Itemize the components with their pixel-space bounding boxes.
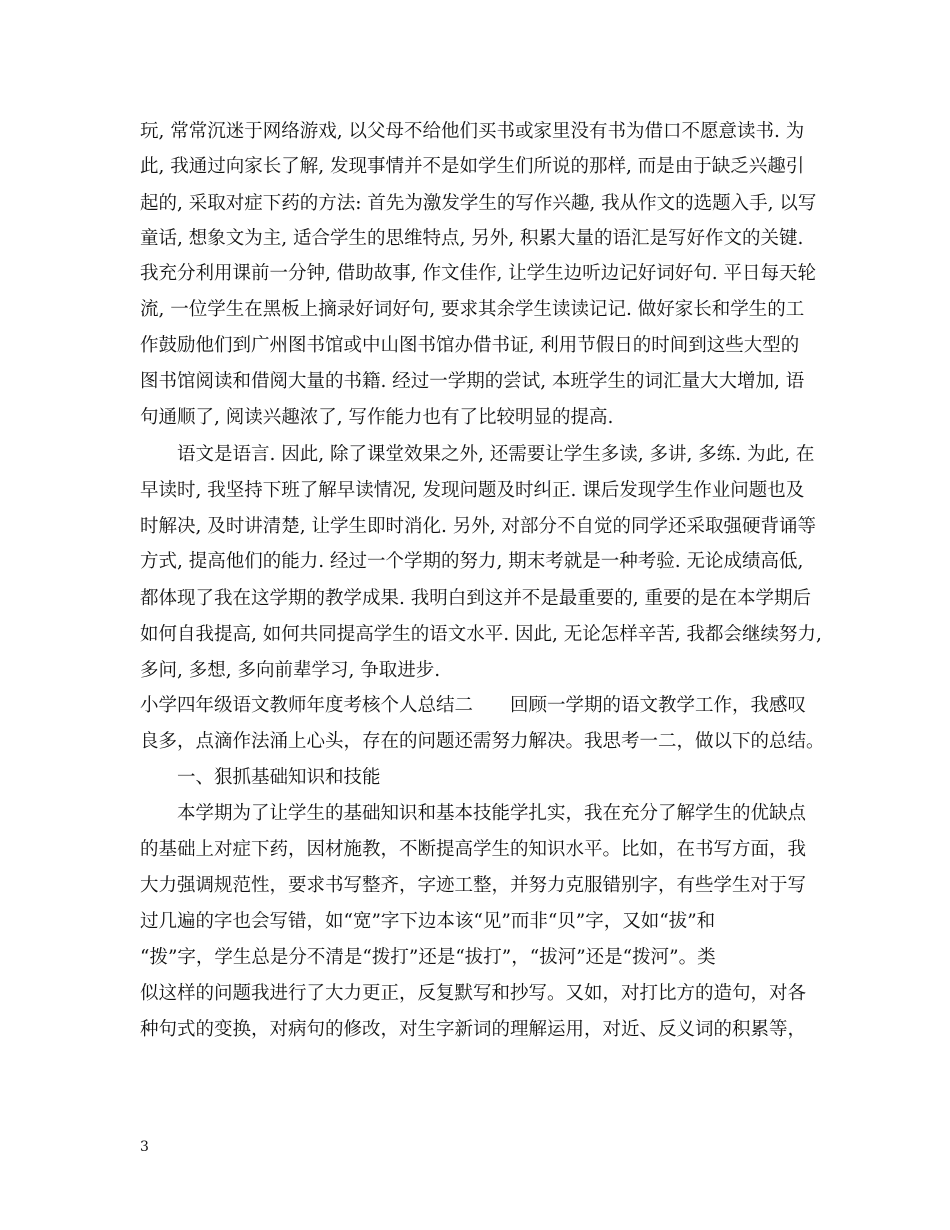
body-text-line: 起的, 采取对症下药的方法: 首先为激发学生的写作兴趣, 我从作文的选题入手, 以写 <box>140 193 817 214</box>
body-text-line: 图书馆阅读和借阅大量的书籍. 经过一学期的尝试, 本班学生的词汇量大大增加, 语 <box>140 371 805 392</box>
body-text-line: 此, 我通过向家长了解, 发现事情并不是如学生们所说的那样, 而是由于缺乏兴趣引 <box>140 156 805 177</box>
body-text-line: 的基础上对症下药，因材施教，不断提高学生的知识水平。比如，在书写方面，我 <box>140 839 807 860</box>
body-text-line: 我充分利用课前一分钟, 借助故事, 作文佳作, 让学生边听边记好词好句. 平日每天轮 <box>140 263 817 284</box>
page-number: 3 <box>140 1139 149 1155</box>
body-text-line: 流, 一位学生在黑板上摘录好词好句, 要求其余学生读读记记. 做好家长和学生的工 <box>140 299 805 320</box>
body-text-line: 似这样的问题我进行了大力更正，反复默写和抄写。又如，对打比方的造句，对各 <box>140 983 807 1004</box>
body-text-line: 种句式的变换，对病句的修改，对生字新词的理解运用，对近、反义词的积累等， <box>140 1019 807 1040</box>
body-text-line: 如何自我提高, 如何共同提高学生的语文水平. 因此, 无论怎样辛苦, 我都会继续努力, <box>140 624 822 645</box>
body-text-line: 句通顺了, 阅读兴趣浓了, 写作能力也有了比较明显的提高. <box>140 407 614 428</box>
body-text-line: 大力强调规范性，要求书写整齐，字迹工整，并努力克服错别字，有些学生对于写 <box>140 875 807 896</box>
body-text-line: 都体现了我在这学期的教学成果. 我明白到这并不是最重要的, 重要的是在本学期后 <box>140 588 812 609</box>
paragraph-first-line: 语文是语言. 因此, 除了课堂效果之外, 还需要让学生多读, 多讲, 多练. 为此, 在 <box>140 444 815 465</box>
section-title-line: 小学四年级语文教师年度考核个人总结二 回顾一学期的语文教学工作，我感叹 <box>140 695 807 716</box>
body-text-line: 时解决, 及时讲清楚, 让学生即时消化. 另外, 对部分不自觉的同学还采取强硬背诵等 <box>140 516 817 537</box>
body-text-line: 良多，点滴作法涌上心头，存在的问题还需努力解决。我思考一二，做以下的总结。 <box>140 731 825 752</box>
body-text-line: “拨”字，学生总是分不清是“拨打”还是“拔打”，“拔河”还是“拨河”。类 <box>140 947 716 968</box>
body-text-line: 作鼓励他们到广州图书馆或中山图书馆办借书证, 利用节假日的时间到这些大型的 <box>140 335 800 356</box>
body-text-line: 多问, 多想, 多向前辈学习, 争取进步. <box>140 660 441 681</box>
paragraph-first-line: 本学期为了让学生的基础知识和基本技能学扎实，我在充分了解学生的优缺点 <box>140 803 807 824</box>
body-text-line: 玩, 常常沉迷于网络游戏, 以父母不给他们买书或家里没有书为借口不愿意读书. 为 <box>140 121 805 142</box>
body-text-line: 方式, 提高他们的能力. 经过一个学期的努力, 期末考就是一种考验. 无论成绩高低, <box>140 551 804 572</box>
body-text-line: 早读时, 我坚持下班了解早读情况, 发现问题及时纠正. 课后发现学生作业问题也及 <box>140 480 805 501</box>
body-text-line: 过几遍的字也会写错，如“宽”字下边本该“见”而非“贝”字，又如“拔”和 <box>140 911 716 932</box>
body-text-line: 童话, 想象文为主, 适合学生的思维特点, 另外, 积累大量的语汇是写好作文的关键. <box>140 228 804 249</box>
section-heading: 一、狠抓基础知识和技能 <box>140 767 381 788</box>
